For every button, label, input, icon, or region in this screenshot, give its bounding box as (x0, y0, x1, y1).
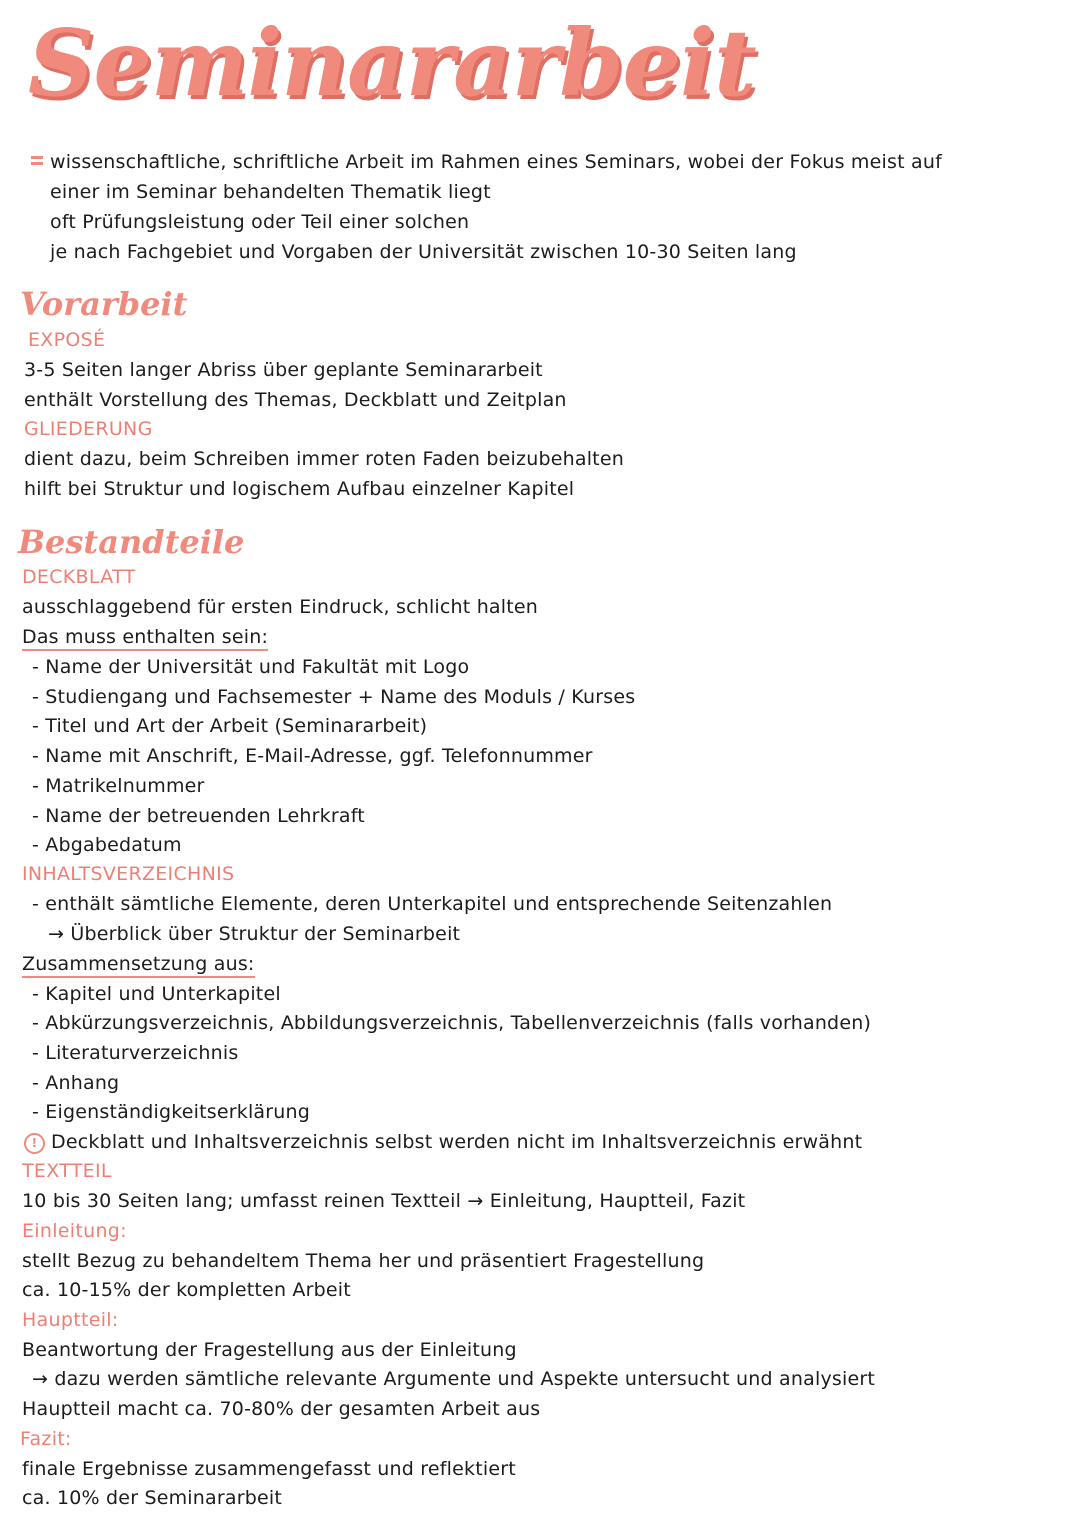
section-heading-bestandteile: Bestandteile (18, 523, 245, 561)
composition-label-text: Zusammensetzung aus: (22, 953, 255, 978)
subheading-hauptteil: Hauptteil: (22, 1309, 119, 1331)
deckblatt-must-label-text: Das muss enthalten sein: (22, 626, 268, 651)
deckblatt-item-5: - Matrikelnummer (32, 775, 205, 797)
deckblatt-item-6: - Name der betreuenden Lehrkraft (32, 805, 365, 827)
expose-line-2: enthält Vorstellung des Themas, Deckblatt und Zeitplan (24, 389, 567, 411)
subheading-expose: EXPOSÉ (28, 329, 106, 351)
warning-icon: ! (24, 1133, 45, 1154)
hauptteil-line-1: Beantwortung der Fragestellung aus der Einleitung (22, 1339, 517, 1361)
subheading-einleitung: Einleitung: (22, 1220, 127, 1242)
gliederung-line-1: dient dazu, beim Schreiben immer roten Faden beizubehalten (24, 448, 624, 470)
composition-item-3: - Literaturverzeichnis (32, 1042, 239, 1064)
composition-item-1: - Kapitel und Unterkapitel (32, 983, 281, 1005)
einleitung-line-2: ca. 10-15% der kompletten Arbeit (22, 1279, 351, 1301)
deckblatt-item-7: - Abgabedatum (32, 834, 182, 856)
fazit-line-1: finale Ergebnisse zusammengefasst und reflektiert (22, 1458, 516, 1480)
equals-sign-icon (31, 156, 43, 159)
inhaltsverzeichnis-note-text: Deckblatt und Inhaltsverzeichnis selbst werden nicht im Inhaltsverzeichnis erwähnt (51, 1131, 863, 1153)
fazit-line-2: ca. 10% der Seminararbeit (22, 1487, 283, 1509)
einleitung-line-1: stellt Bezug zu behandeltem Thema her und präsentiert Fragestellung (22, 1250, 705, 1272)
intro-line-2: einer im Seminar behandelten Thematik liegt (50, 181, 491, 203)
deckblatt-must-label (22, 625, 268, 649)
intro-line-4: je nach Fachgebiet und Vorgaben der Universität zwischen 10-30 Seiten lang (50, 241, 797, 263)
intro-line-1: wissenschaftliche, schriftliche Arbeit im Rahmen eines Seminars, wobei der Fokus meist auf (50, 151, 942, 173)
deckblatt-item-3: - Titel und Art der Arbeit (Seminararbeit) (32, 715, 428, 737)
deckblatt-item-4: - Name mit Anschrift, E-Mail-Adresse, ggf. Telefonnummer (32, 745, 593, 767)
section-heading-vorarbeit: Vorarbeit (20, 285, 188, 323)
intro-line-3: oft Prüfungsleistung oder Teil einer solchen (50, 211, 470, 233)
inhaltsverzeichnis-line-2: → Überblick über Struktur der Seminarbeit (48, 923, 461, 945)
inhaltsverzeichnis-note (24, 1130, 862, 1154)
subheading-inhaltsverzeichnis: INHALTSVERZEICHNIS (22, 863, 235, 885)
deckblatt-item-2: - Studiengang und Fachsemester + Name des Moduls / Kurses (32, 686, 636, 708)
subheading-fazit: Fazit: (20, 1428, 72, 1450)
composition-item-5: - Eigenständigkeitserklärung (32, 1101, 311, 1123)
gliederung-line-2: hilft bei Struktur und logischem Aufbau einzelner Kapitel (24, 478, 575, 500)
subheading-textteil: TEXTTEIL (22, 1160, 112, 1182)
deckblatt-item-1: - Name der Universität und Fakultät mit Logo (32, 656, 470, 678)
composition-label (22, 952, 255, 976)
hauptteil-line-2: → dazu werden sämtliche relevante Argumente und Aspekte untersucht und analysiert (32, 1368, 876, 1390)
deckblatt-line: ausschlaggebend für ersten Eindruck, schlicht halten (22, 596, 539, 618)
subheading-deckblatt: DECKBLATT (22, 566, 136, 588)
inhaltsverzeichnis-line-1: - enthält sämtliche Elemente, deren Unterkapitel und entsprechende Seitenzahlen (32, 893, 833, 915)
composition-item-2: - Abkürzungsverzeichnis, Abbildungsverzeichnis, Tabellenverzeichnis (falls vorhanden) (32, 1012, 872, 1034)
expose-line-1: 3-5 Seiten langer Abriss über geplante Seminararbeit (24, 359, 543, 381)
composition-item-4: - Anhang (32, 1072, 120, 1094)
textteil-line: 10 bis 30 Seiten lang; umfasst reinen Textteil → Einleitung, Hauptteil, Fazit (22, 1190, 746, 1212)
subheading-gliederung: GLIEDERUNG (24, 418, 153, 440)
hauptteil-line-3: Hauptteil macht ca. 70-80% der gesamten Arbeit aus (22, 1398, 541, 1420)
page-title: Seminararbeit (28, 9, 756, 117)
